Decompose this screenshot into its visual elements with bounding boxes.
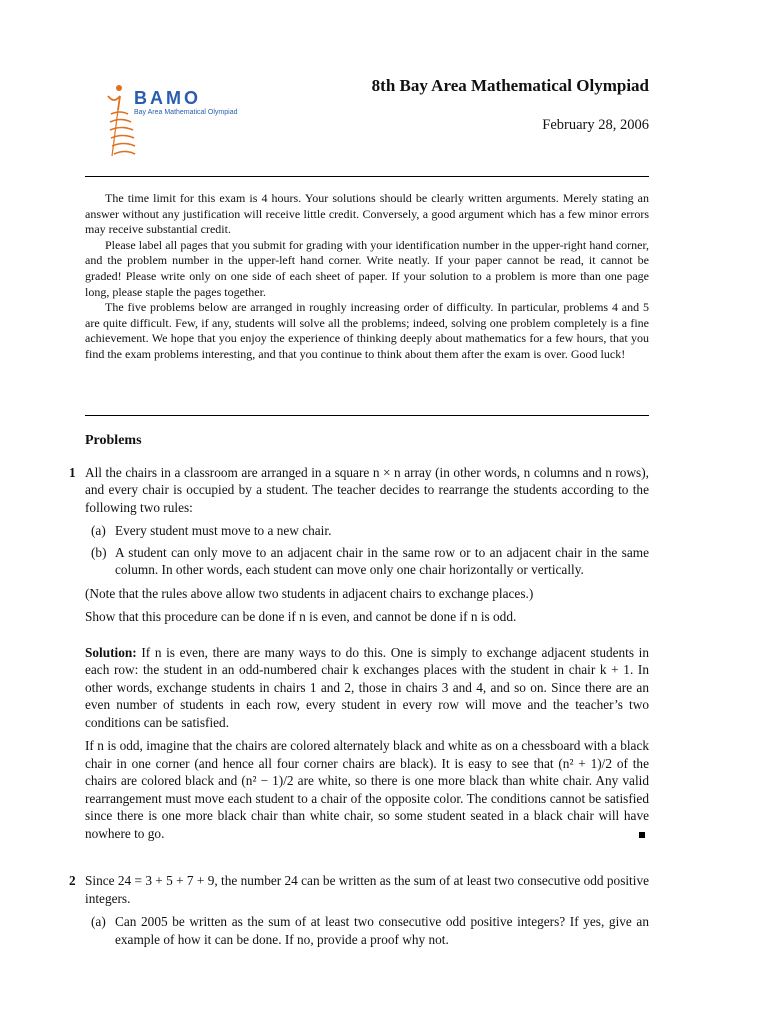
solution-paragraph-2: If n is odd, imagine that the chairs are colored alternately black and white as on a chessboard with a black chair in one corner (and hence all four corner chairs are black). It is easy to see that (n² + 1)/2 of the chairs are colored black and (n² − 1)/2 are white, so there is one more black than white chair. Any valid rearrangement must move each student to a chair of the opposite color. The conditions cannot be satisfied since there is one more black chair than white chair, so some student seated in a black chair will have nowhere to go. [85,738,649,841]
question-list [85,913,649,948]
rule-list [85,522,649,579]
problem-1 [69,464,649,843]
instructions [85,191,649,363]
instructions-paragraph-1: The time limit for this exam is 4 hours. Your solutions should be clearly written arguments. Merely stating an answer without any justification will receive little credit. Conversely, a good argument which has a few minor errors may receive substantial credit. [85,191,649,237]
item-text: Every student must move to a new chair. [115,523,332,538]
problem-text: All the chairs in a classroom are arranged in a square n × n array (in other words, n columns and n rows), and every chair is occupied by a student. The teacher decides to rearrange the students according to the following two rules: [85,464,649,515]
item-text: Can 2005 be written as the sum of at least two consecutive odd positive integers? If yes, give an example of how it can be done. If no, provide a proof why not. [115,914,649,947]
solution-label: Solution: [85,644,137,660]
item-text: A student can only move to an adjacent chair in the same row or to an adjacent chair in the same column. In other words, each student can move only one chair horizontally or vertically. [115,544,649,577]
problem-number: 2 [69,873,76,888]
item-label: (a) [91,914,106,929]
instructions-paragraph-3: The five problems below are arranged in roughly increasing order of difficulty. In particular, problems 4 and 5 are quite difficult. Few, if any, students will solve all the problems; indeed, solving one problem completely is a fine achievement. We hope that you enjoy the experience of thinking deeply about mathematics for a few hours, that you find the exam problems interesting, and that you continue to think about them after the exam is over. Good luck! [85,300,649,361]
top-divider [85,176,649,177]
solution-paragraph-1 [85,644,649,732]
problem-number: 1 [69,464,76,480]
list-item [87,522,649,540]
qed-icon [639,832,645,838]
problem-text: Since 24 = 3 + 5 + 7 + 9, the number 24 can be written as the sum of at least two consecutive odd positive integers. [85,873,649,906]
problem-2 [69,872,649,948]
problems-section [69,432,649,954]
problems-heading: Problems [85,433,142,448]
problem-note: (Note that the rules above allow two students in adjacent chairs to exchange places.) [85,585,534,601]
problem-task: Show that this procedure can be done if n is even, and cannot be done if n is odd. [85,609,517,624]
logo-subtitle: Bay Area Mathematical Olympiad [134,109,238,116]
page-title: 8th Bay Area Mathematical Olympiad [371,76,649,95]
item-label: (b) [91,544,107,560]
solution [85,644,649,843]
instructions-paragraph-2: Please label all pages that you submit for grading with your identification number in the upper-right hand corner, and the problem number in the upper-left hand corner. Write neatly. If your paper cannot be read, it cannot be graded! Please write only on one side of each sheet of paper. If your solution to a problem is more than one page long, please staple the pages together. [85,237,649,299]
list-item [87,913,649,948]
item-label: (a) [91,523,106,538]
bottom-divider [85,415,649,416]
exam-date: February 28, 2006 [542,117,649,133]
logo-text: BAMO [134,88,201,108]
solution-text-1: If n is even, there are many ways to do this. One is simply to exchange adjacent students in each row: the student in an odd-numbered chair k exchanges places with the student in chair k + 1. In other words, exchange students in chairs 1 and 2, those in chairs 3 and 4, and so on. Since there are an even number of students in each row, every student in every row will move and the teacher’s two conditions can be satisfied. [85,644,649,730]
list-item [87,544,649,579]
